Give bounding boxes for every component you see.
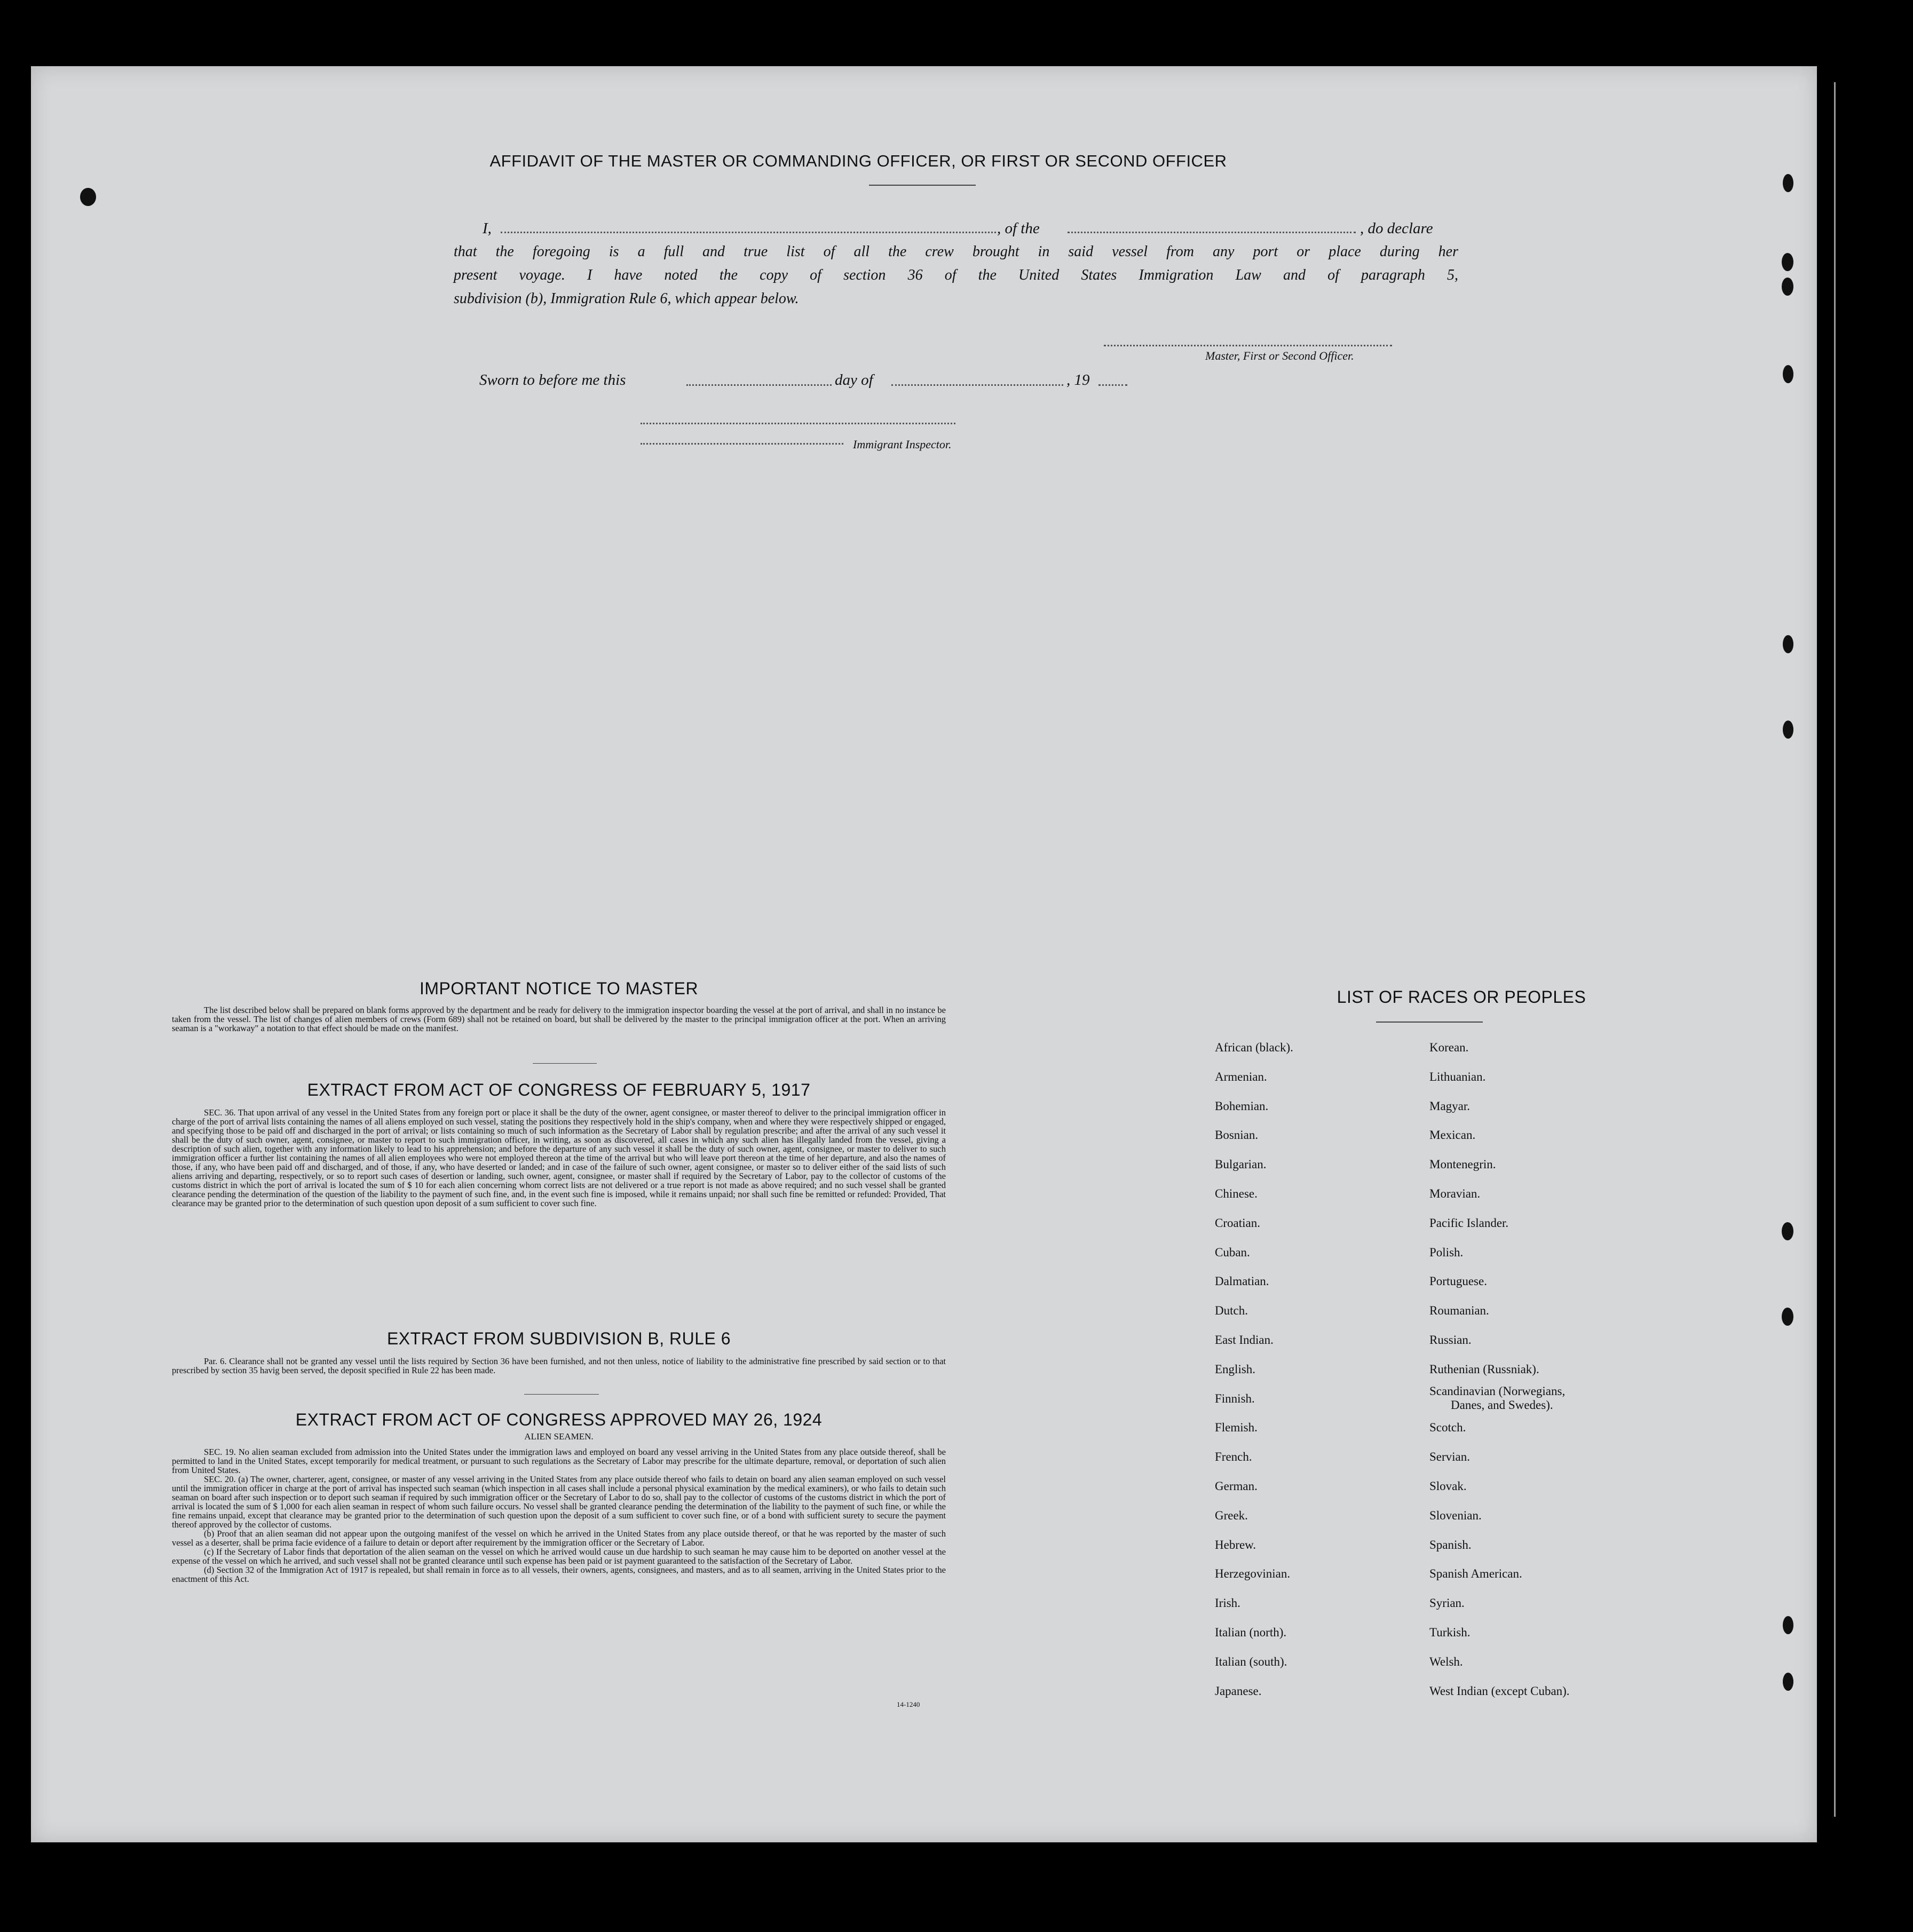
race-item: Armenian. bbox=[1215, 1070, 1267, 1083]
race-item: Herzegovinian. bbox=[1215, 1567, 1291, 1581]
punch-hole-right-3 bbox=[1782, 278, 1793, 296]
sworn-year: , 19 bbox=[1066, 371, 1090, 389]
race-item: Moravian. bbox=[1429, 1187, 1481, 1200]
notice-rule bbox=[533, 1063, 597, 1064]
race-item: French. bbox=[1215, 1450, 1252, 1464]
document-page bbox=[31, 66, 1817, 1842]
punch-hole-right-4 bbox=[1783, 365, 1793, 383]
race-item: Montenegrin. bbox=[1429, 1158, 1496, 1171]
race-item: Dalmatian. bbox=[1215, 1274, 1269, 1288]
inspector-signature-line bbox=[641, 423, 955, 424]
race-item-continuation: Danes, and Swedes). bbox=[1451, 1398, 1553, 1412]
race-item: Lithuanian. bbox=[1429, 1070, 1486, 1083]
race-item: African (black). bbox=[1215, 1041, 1293, 1054]
affidavit-i: I, bbox=[483, 220, 492, 237]
race-item: Japanese. bbox=[1215, 1684, 1262, 1698]
sec20c-text: (c) If the Secretary of Labor finds that deportation of the alien seaman on the vessel on which he arrived would cause un due hardship to such seaman he may cause him to be deported on another vessel at the expense of the vessel on which he arrived, and such vessel shall not be granted clearance until such expense has been paid or ist payment guaranteed to the satisfaction of the Secretary of Labor. bbox=[172, 1547, 946, 1566]
sworn-year-blank bbox=[1098, 384, 1127, 386]
punch-hole-right-7 bbox=[1782, 1222, 1793, 1240]
rule6-title: EXTRACT FROM SUBDIVISION B, RULE 6 bbox=[386, 1329, 731, 1348]
sec19-text: SEC. 19. No alien seaman excluded from admission into the United States under the immigration laws and employed on board any vessel arriving in the United States from any place outside thereof, shall be permitted to land in the United States, except temporarily for medical treatment, or pursuant to such regulations as the Secretary of Labor may prescribe for the ultimate departure, removal, or deportation of such alien from United States. bbox=[172, 1447, 946, 1475]
race-item: Hebrew. bbox=[1215, 1538, 1256, 1551]
race-item: Turkish. bbox=[1429, 1626, 1471, 1639]
sworn-prefix: Sworn to before me this bbox=[479, 371, 626, 389]
race-item: Finnish. bbox=[1215, 1391, 1255, 1405]
race-item: Chinese. bbox=[1215, 1187, 1258, 1200]
race-item: Croatian. bbox=[1215, 1216, 1260, 1230]
extract-1924-body bbox=[172, 1447, 946, 1583]
sec20a-text: SEC. 20. (a) The owner, charterer, agent, consignee, or master of any vessel arriving in the United States from any place outside thereof who fails to detain on board any alien seaman employed on such vessel until the immigration officer in charge at the port of arrival has inspected such seaman (which inspection in all cases shall include a personal physical examination by the medical examiners), or who fails to detain such seaman on board after such inspection or to deport such seaman if required by such immigration officer or the Secretary of Labor to do so, shall pay to the collector of customs of the customs district in which the port of arrival is located the sum of $ 1,000 for each alien seaman in respect of whom such failure occurs. No vessel shall be granted clearance pending the determination of the liability to the payment of such fine, or while the fine remains unpaid, except that clearance may be granted prior to the determination of such question upon the deposit of a sum sufficient to cover such fine, or of a bond with sufficient surety to secure the payment thereof approved by the collector of customs. bbox=[172, 1474, 946, 1530]
race-item: English. bbox=[1215, 1362, 1256, 1376]
race-item: Magyar. bbox=[1429, 1099, 1471, 1113]
race-item: Pacific Islander. bbox=[1429, 1216, 1509, 1230]
race-item: Greek. bbox=[1215, 1508, 1248, 1522]
punch-hole-left bbox=[80, 188, 96, 206]
inspector-prefix-dots bbox=[641, 443, 843, 445]
race-item: Ruthenian (Russniak). bbox=[1429, 1362, 1539, 1376]
vessel-blank bbox=[1068, 232, 1356, 233]
race-item: Flemish. bbox=[1215, 1421, 1258, 1435]
master-signature-line bbox=[1104, 345, 1392, 346]
race-item: Cuban. bbox=[1215, 1245, 1250, 1259]
sec20d-text: (d) Section 32 of the Immigration Act of 1917 is repealed, but shall remain in force as to all vessels, their owners, agents, consignees, and masters, and as to all seamen, arriving in the United States prior to the enactment of this Act. bbox=[172, 1565, 946, 1584]
extract-1917-text: SEC. 36. That upon arrival of any vessel in the United States from any foreign port or place it shall be the duty of the owner, agent consignee, or master thereof to deliver to the principal immigration officer in charge of the port of arrival lists containing the names of all aliens employed on such vessel, stating the positions they respectively hold in the ship's company, when and where they were respectively shipped or engaged, and specifying those to be paid off and discharged in the port of arrival; or lists containing so much of such information as the Secretary of Labor shall by regulation prescribe; and after the arrival of any such vessel it shall be the duty of such owner, agent, consignee, or master to report to such immigration officer, in writing, as soon as discovered, all cases in which any such alien has illegally landed from the vessel, giving a description of such alien, together with any information likely to lead to his apprehension; and before the departure of any such vessel it shall be the duty of such owner, agent, consignee, or master to deliver to such immigration officer a further list containing the names of all alien employees who were not employed thereon at the time of the arrival but who will leave port thereon at the time of her departure, and also the names of those, if any, who have been paid off and discharged, and of those, if any, who have deserted or landed; and in case of the failure of such owner, agent consignee, or master so to deliver either of the said lists of such aliens arriving and departing, respectively, or so to report such cases of desertion or landing, such owner, agent, consignee, or master shall if required by the Secretary of Labor, pay to the collector of customs of the customs district in which the port of arrival is located the sum of $ 10 for each alien concerning whom correct lists are not delivered or a true report is not made as above required; and no such vessel shall be granted clearance pending the determination of the question of the liability to the payment of such fine, and, in the event such fine is imposed, while it remains unpaid; nor shall such fine be remitted or refunded: Provided, That clearance may be granted prior to the determination of such question upon deposit of a sum sufficient to cover such fine. bbox=[172, 1107, 946, 1208]
race-item: German. bbox=[1215, 1479, 1258, 1493]
race-item: Spanish American. bbox=[1429, 1567, 1522, 1581]
race-item: Servian. bbox=[1429, 1450, 1471, 1464]
race-item: Korean. bbox=[1429, 1041, 1469, 1054]
inspector-label: Immigrant Inspector. bbox=[853, 438, 952, 451]
race-item: Scandinavian (Norwegians, bbox=[1429, 1384, 1566, 1398]
race-item: Russian. bbox=[1429, 1333, 1472, 1347]
affidavit-of-the: , of the bbox=[997, 220, 1040, 237]
master-label: Master, First or Second Officer. bbox=[1205, 349, 1354, 362]
punch-hole-right-5 bbox=[1783, 635, 1793, 653]
race-item: East Indian. bbox=[1215, 1333, 1274, 1347]
race-item: Welsh. bbox=[1429, 1654, 1463, 1668]
affidavit-line1 bbox=[483, 217, 1458, 240]
sec20b-text: (b) Proof that an alien seaman did not appear upon the outgoing manifest of the vessel on which he arrived in the United States from any place outside thereof, or that he was reported by the master of such vessel as a deserter, shall be prima facie evidence of a failure to detain or deport after requirement by the immigration officer or the Secretary of Labor. bbox=[172, 1529, 946, 1548]
punch-hole-right-6 bbox=[1783, 720, 1793, 739]
sworn-day-blank bbox=[686, 384, 832, 386]
race-item: Syrian. bbox=[1429, 1596, 1465, 1610]
punch-hole-right-9 bbox=[1783, 1616, 1793, 1634]
race-item: Slovenian. bbox=[1429, 1508, 1482, 1522]
race-item: Slovak. bbox=[1429, 1479, 1467, 1493]
race-item: Italian (south). bbox=[1215, 1654, 1287, 1668]
race-item: Irish. bbox=[1215, 1596, 1240, 1610]
affidavit-declare: , do declare bbox=[1360, 220, 1433, 237]
affidavit-title: AFFIDAVIT OF THE MASTER OR COMMANDING OFFICER, OR FIRST OR SECOND OFFICER bbox=[489, 152, 1227, 170]
punch-hole-right-8 bbox=[1782, 1308, 1793, 1326]
race-item: Bulgarian. bbox=[1215, 1158, 1267, 1171]
punch-hole-right-2 bbox=[1782, 253, 1793, 271]
race-item: Roumanian. bbox=[1429, 1304, 1489, 1318]
affidavit-line3: present voyage. I have noted the copy of section 36 of the United States Immigration Law and of paragraph 5, bbox=[454, 267, 1458, 283]
extract-1924-title: EXTRACT FROM ACT OF CONGRESS APPROVED MAY 26, 1924 bbox=[295, 1410, 823, 1429]
affidavit-line2: that the foregoing is a full and true list of all the crew brought in said vessel from any port or place during her bbox=[454, 243, 1458, 260]
sworn-month-blank bbox=[891, 384, 1063, 386]
race-item: Italian (north). bbox=[1215, 1626, 1287, 1639]
right-edge-line bbox=[1834, 82, 1836, 1817]
race-item: Bosnian. bbox=[1215, 1128, 1259, 1142]
race-item: Polish. bbox=[1429, 1245, 1464, 1259]
rule6-rule bbox=[524, 1394, 599, 1395]
race-item: Portuguese. bbox=[1429, 1274, 1487, 1288]
notice-title: IMPORTANT NOTICE TO MASTER bbox=[419, 979, 699, 998]
affidavit-title-rule bbox=[869, 185, 976, 186]
race-item: Mexican. bbox=[1429, 1128, 1476, 1142]
extract-1917-title: EXTRACT FROM ACT OF CONGRESS OF FEBRUARY 5, 1917 bbox=[307, 1080, 811, 1099]
race-item: Spanish. bbox=[1429, 1538, 1472, 1551]
punch-hole-right-1 bbox=[1783, 174, 1793, 192]
races-title-rule bbox=[1376, 1022, 1483, 1023]
punch-hole-right-10 bbox=[1783, 1673, 1793, 1691]
name-blank bbox=[501, 232, 996, 233]
rule6-text: Par. 6. Clearance shall not be granted any vessel until the lists required by Section 36 have been furnished, and not then unless, notice of liability to the administrative fine prescribed by said section or to that prescribed by section 35 havig been served, the deposit specified in Rule 22 has been made. bbox=[172, 1356, 946, 1375]
notice-text: The list described below shall be prepared on blank forms approved by the department and be ready for delivery to the immigration inspector boarding the vessel at the port of arrival, and shall in no instance be taken from the vessel. The list of changes of alien members of crews (Form 689) shall not be retained on board, but shall be delivered by the master to the principal immigration officer at the port. When an arriving seaman is a "workaway" a notation to that effect should be made on the manifest. bbox=[172, 1005, 946, 1033]
affidavit-line4: subdivision (b), Immigration Rule 6, which appear below. bbox=[454, 290, 799, 307]
form-number: 14-1240 bbox=[897, 1700, 920, 1708]
race-item: Bohemian. bbox=[1215, 1099, 1269, 1113]
races-title: LIST OF RACES OR PEOPLES bbox=[1337, 987, 1586, 1007]
sworn-day: day of bbox=[835, 371, 873, 389]
race-item: Scotch. bbox=[1429, 1421, 1466, 1435]
extract-1924-subtitle: ALIEN SEAMEN. bbox=[524, 1431, 594, 1442]
race-item: West Indian (except Cuban). bbox=[1429, 1684, 1570, 1698]
race-item: Dutch. bbox=[1215, 1304, 1248, 1318]
